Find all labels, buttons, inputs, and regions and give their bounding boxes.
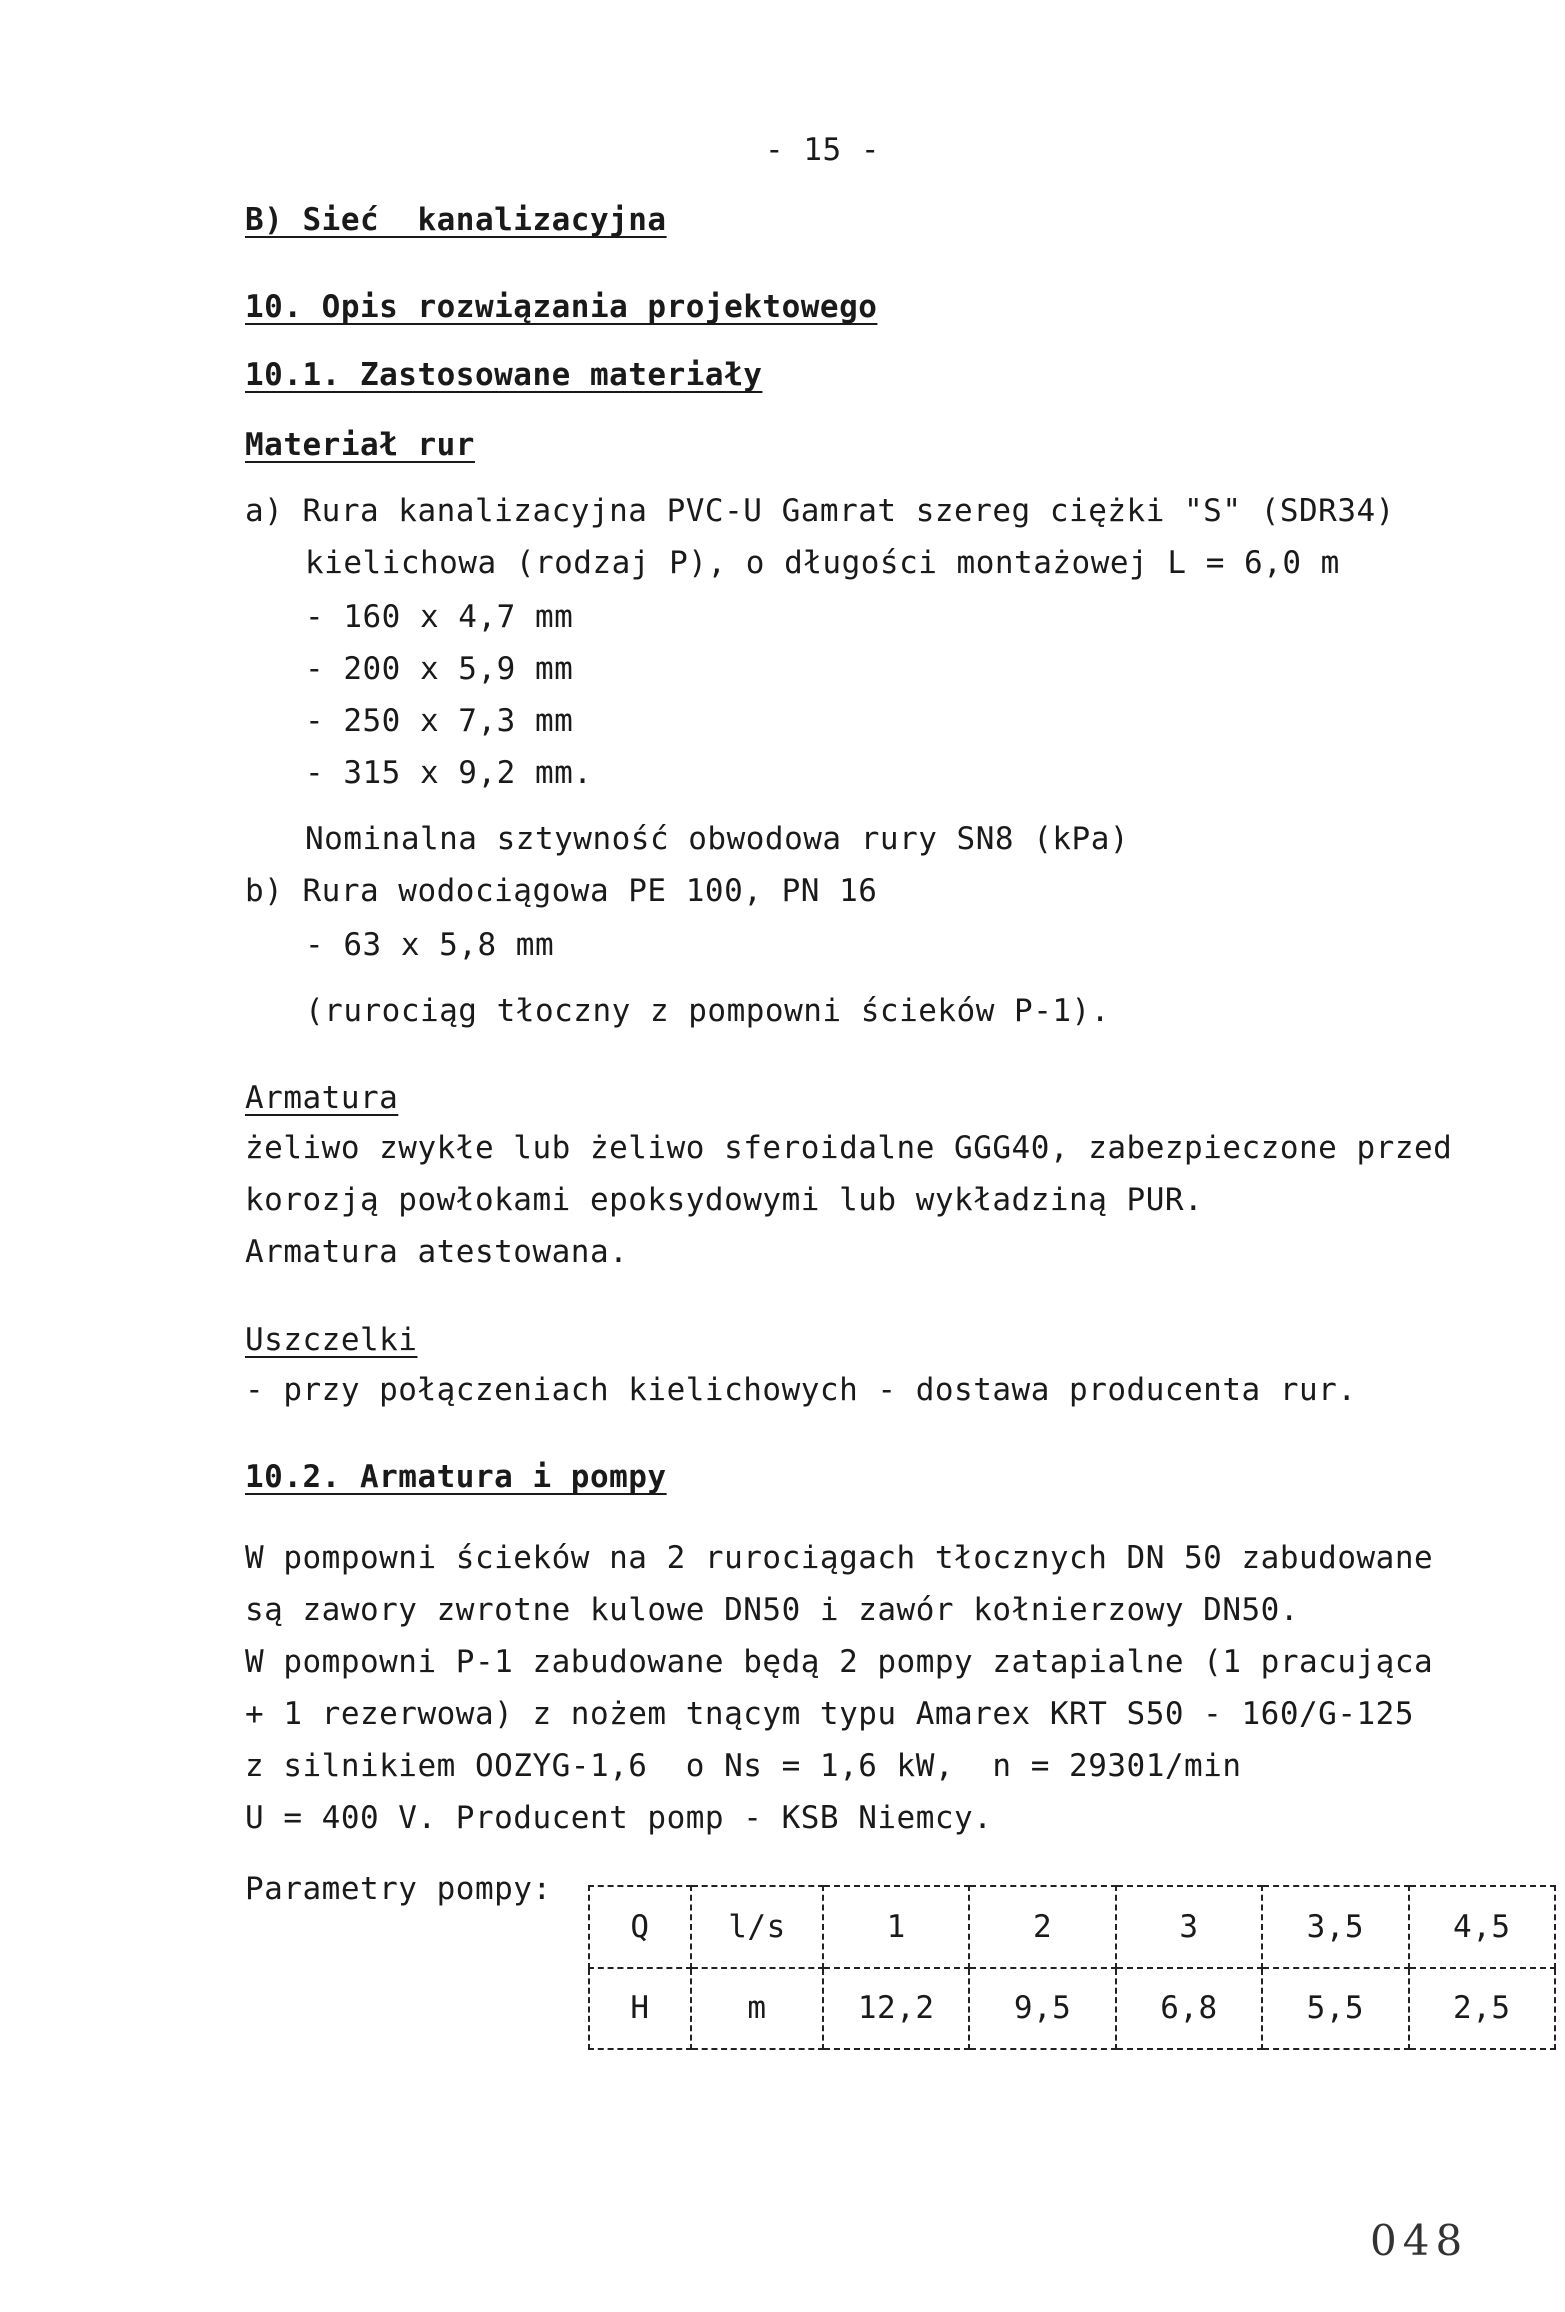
pipe-a-line2: kielichowa (rodzaj P), o długości montażowej L = 6,0 m xyxy=(305,545,1340,581)
table-cell: 1 xyxy=(823,1886,969,1968)
pipe-dimension: - 250 x 7,3 mm xyxy=(305,703,574,739)
pipe-b-dimension: - 63 x 5,8 mm xyxy=(305,927,555,963)
body-line: W pompowni ścieków na 2 rurociągach tłocznych DN 50 zabudowane xyxy=(245,1540,1434,1576)
armatura-line: korozją powłokami epoksydowymi lub wykładziną PUR. xyxy=(245,1182,1204,1218)
pipe-b-line1: b) Rura wodociągowa PE 100, PN 16 xyxy=(245,873,878,909)
armatura-line: żeliwo zwykłe lub żeliwo sferoidalne GGG40, zabezpieczone przed xyxy=(245,1130,1453,1166)
table-cell: 3,5 xyxy=(1262,1886,1408,1968)
table-cell: 2 xyxy=(969,1886,1115,1968)
heading-10-1: 10.1. Zastosowane materiały xyxy=(245,357,763,393)
table-cell: l/s xyxy=(691,1886,823,1968)
table-cell: H xyxy=(589,1968,691,2050)
table-cell: m xyxy=(691,1968,823,2050)
uszczelki-heading: Uszczelki xyxy=(245,1322,418,1358)
table-cell: 12,2 xyxy=(823,1968,969,2050)
body-line: + 1 rezerwowa) z nożem tnącym typu Amarex KRT S50 - 160/G-125 xyxy=(245,1696,1414,1732)
stamp-number: 048 xyxy=(1370,2216,1469,2265)
heading-10-2: 10.2. Armatura i pompy xyxy=(245,1459,667,1495)
pipe-a-line1: a) Rura kanalizacyjna PVC-U Gamrat szereg ciężki "S" (SDR34) xyxy=(245,493,1395,529)
pipe-dimension: - 200 x 5,9 mm xyxy=(305,651,574,687)
page-number: - 15 - xyxy=(765,132,880,168)
stiffness-note: Nominalna sztywność obwodowa rury SN8 (kPa) xyxy=(305,821,1130,857)
pipe-dimension: - 160 x 4,7 mm xyxy=(305,599,574,635)
body-line: są zawory zwrotne kulowe DN50 i zawór kołnierzowy DN50. xyxy=(245,1592,1299,1628)
pipe-dimension: - 315 x 9,2 mm. xyxy=(305,755,593,791)
material-heading: Materiał rur xyxy=(245,427,475,463)
body-line: z silnikiem OOZYG-1,6 o Ns = 1,6 kW, n = 29301/min xyxy=(245,1748,1242,1784)
body-line: U = 400 V. Producent pomp - KSB Niemcy. xyxy=(245,1800,993,1836)
armatura-line: Armatura atestowana. xyxy=(245,1234,629,1270)
table-row xyxy=(589,1968,1555,2050)
armatura-heading: Armatura xyxy=(245,1080,399,1116)
pipe-b-note: (rurociąg tłoczny z pompowni ścieków P-1). xyxy=(305,993,1110,1029)
uszczelki-line: - przy połączeniach kielichowych - dostawa producenta rur. xyxy=(245,1372,1357,1408)
pump-params-label: Parametry pompy: xyxy=(245,1871,552,1907)
table-row xyxy=(589,1886,1555,1968)
table-cell: 6,8 xyxy=(1116,1968,1262,2050)
table-cell: 2,5 xyxy=(1409,1968,1555,2050)
table-cell: 9,5 xyxy=(969,1968,1115,2050)
body-line: W pompowni P-1 zabudowane będą 2 pompy zatapialne (1 pracująca xyxy=(245,1644,1434,1680)
section-heading: B) Sieć kanalizacyjna xyxy=(245,202,667,238)
table-cell: 5,5 xyxy=(1262,1968,1408,2050)
table-cell: 4,5 xyxy=(1409,1886,1555,1968)
heading-10: 10. Opis rozwiązania projektowego xyxy=(245,289,878,325)
table-cell: 3 xyxy=(1116,1886,1262,1968)
table-cell: Q xyxy=(589,1886,691,1968)
pump-params-table xyxy=(588,1885,1556,2050)
